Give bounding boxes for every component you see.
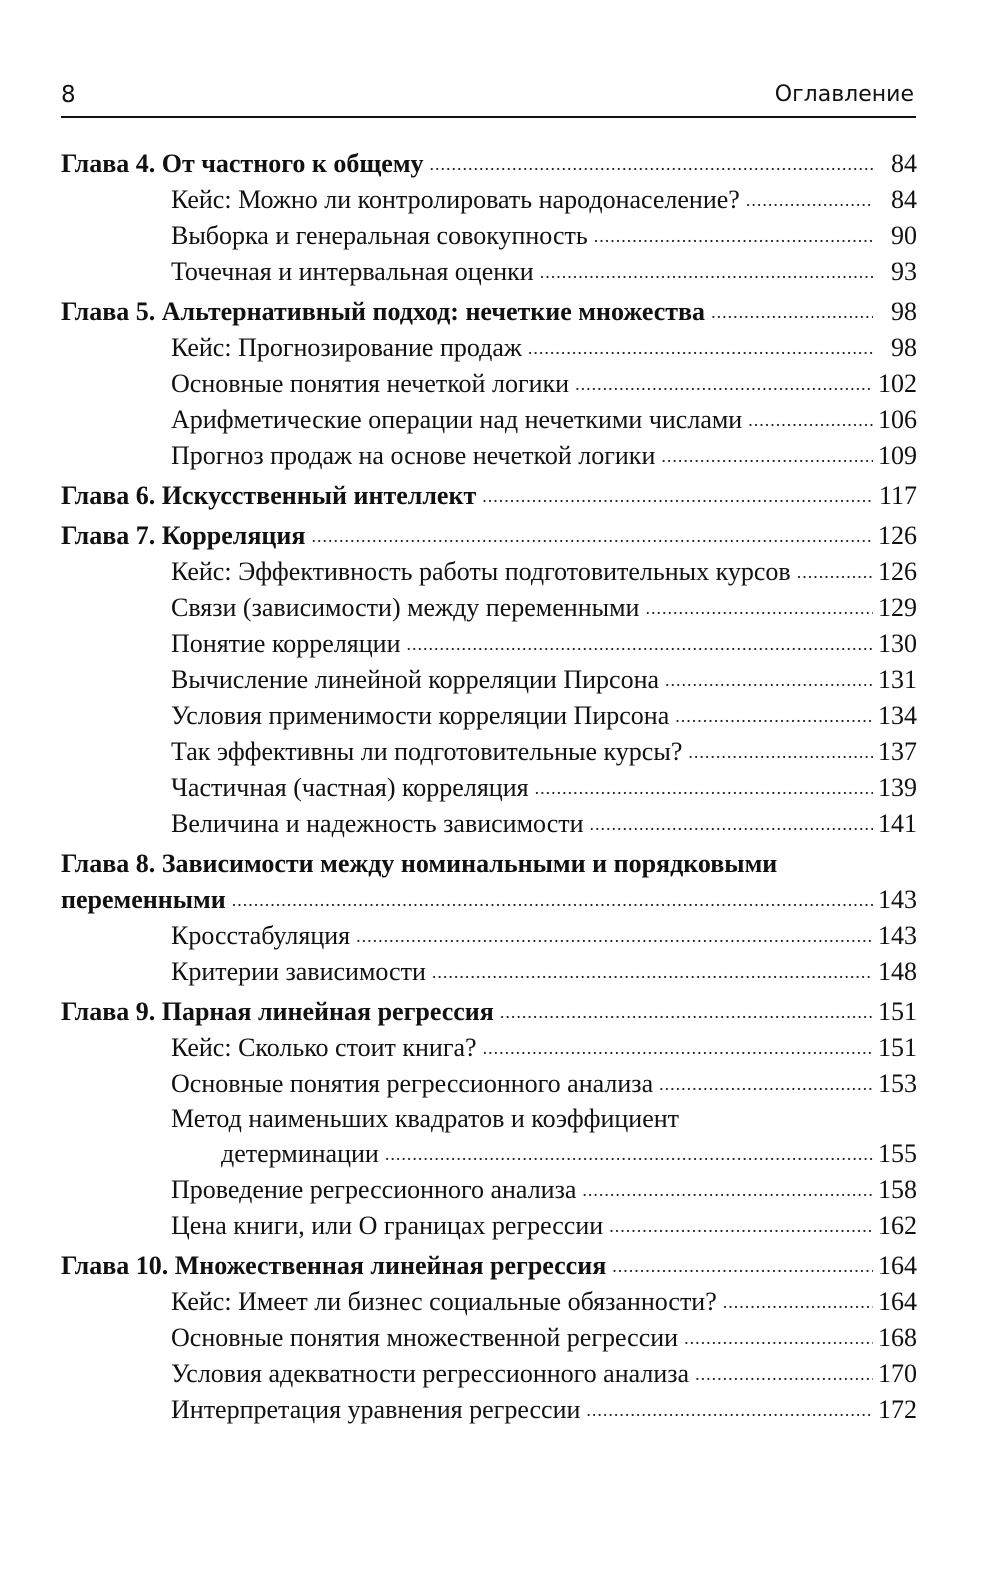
toc-section[interactable] — [61, 254, 917, 290]
toc-page-number: 93 — [891, 257, 917, 286]
toc-chapter-7[interactable] — [61, 518, 917, 554]
toc-section[interactable] — [61, 918, 917, 954]
toc-section-title: Кейс: Сколько стоит книга? — [171, 1033, 477, 1062]
toc-section[interactable] — [61, 954, 917, 990]
leader-dots — [483, 1028, 873, 1066]
toc-section-title: Основные понятия нечеткой логики — [171, 369, 570, 398]
toc-section[interactable] — [61, 1172, 917, 1208]
leader-dots — [590, 804, 873, 842]
leader-dots — [311, 516, 873, 554]
toc-section[interactable] — [61, 330, 917, 366]
toc-section[interactable] — [61, 218, 917, 254]
toc-chapter-title: Глава 7. Корреляция — [61, 521, 306, 550]
toc-section-title: Величина и надежность зависимости — [171, 809, 584, 838]
toc-page-number: 126 — [878, 521, 917, 550]
toc-section[interactable] — [61, 1284, 917, 1320]
leader-dots — [575, 364, 873, 402]
toc-chapter-title: Глава 5. Альтернативный подход: нечеткие множества — [61, 297, 706, 326]
leader-dots — [232, 880, 873, 918]
toc-section[interactable] — [61, 734, 917, 770]
leader-dots — [482, 476, 873, 514]
toc-chapter-5[interactable] — [61, 294, 917, 330]
toc-section-title: Связи (зависимости) между переменными — [171, 593, 640, 622]
toc-page-number: 130 — [878, 629, 917, 658]
toc-page-number: 164 — [878, 1287, 917, 1316]
toc-section[interactable] — [61, 1136, 917, 1172]
toc-page-number: 109 — [878, 441, 917, 470]
toc-section-title: Критерии зависимости — [171, 957, 426, 986]
toc-page-number: 117 — [878, 481, 917, 510]
toc-chapter-title-cont: переменными — [61, 885, 226, 914]
toc-section[interactable] — [61, 662, 917, 698]
toc-section[interactable] — [61, 626, 917, 662]
toc-section[interactable] — [61, 1392, 917, 1428]
toc-section-title: Кейс: Можно ли контролировать народонаселение? — [171, 185, 740, 214]
toc-section-title: Цена книги, или О границах регрессии — [171, 1211, 604, 1240]
toc-section-title: Кросстабуляция — [171, 921, 351, 950]
toc-chapter-6[interactable] — [61, 478, 917, 514]
table-of-contents — [61, 146, 917, 1428]
toc-section-title: Так эффективны ли подготовительные курсы? — [171, 737, 683, 766]
leader-dots — [661, 436, 873, 474]
leader-dots — [594, 216, 873, 254]
running-title: Оглавление — [774, 82, 914, 107]
toc-section-title-line1[interactable] — [61, 1102, 917, 1136]
toc-page-number: 151 — [878, 997, 917, 1026]
toc-chapter-8-title-line1[interactable] — [61, 846, 917, 882]
toc-section-title: Основные понятия регрессионного анализа — [171, 1069, 654, 1098]
toc-section-title: Проведение регрессионного анализа — [171, 1175, 577, 1204]
leader-dots — [540, 252, 873, 290]
toc-section-title: Вычисление линейной корреляции Пирсона — [171, 665, 660, 694]
leader-dots — [528, 328, 873, 366]
toc-chapter-title: Глава 9. Парная линейная регрессия — [61, 997, 494, 1026]
toc-page-number: 162 — [878, 1211, 917, 1240]
toc-chapter-8[interactable] — [61, 882, 917, 918]
leader-dots — [688, 732, 873, 770]
toc-section-title: Условия адекватности регрессионного анализа — [171, 1359, 690, 1388]
toc-section-title: Кейс: Эффективность работы подготовительных курсов — [171, 557, 791, 586]
toc-page-number: 131 — [878, 665, 917, 694]
toc-section[interactable] — [61, 1066, 917, 1102]
toc-section[interactable] — [61, 1208, 917, 1244]
toc-page-number: 172 — [878, 1395, 917, 1424]
page-header — [61, 76, 916, 118]
toc-section-title-cont: детерминации — [221, 1139, 379, 1168]
toc-section-title: Выборка и генеральная совокупность — [171, 221, 588, 250]
toc-page-number: 158 — [878, 1175, 917, 1204]
leader-dots — [675, 696, 873, 734]
toc-page-number: 151 — [878, 1033, 917, 1062]
toc-page-number: 126 — [878, 557, 917, 586]
leader-dots — [385, 1134, 873, 1172]
toc-page-number: 106 — [878, 405, 917, 434]
toc-page-number: 84 — [891, 185, 917, 214]
leader-dots — [500, 992, 873, 1030]
toc-section-title: Кейс: Имеет ли бизнес социальные обязанности? — [171, 1287, 717, 1316]
leader-dots — [695, 1354, 873, 1392]
toc-section[interactable] — [61, 1320, 917, 1356]
toc-section[interactable] — [61, 402, 917, 438]
toc-page-number: 143 — [878, 921, 917, 950]
toc-section-title: Интерпретация уравнения регрессии — [171, 1395, 581, 1424]
toc-section-title: Условия применимости корреляции Пирсона — [171, 701, 670, 730]
toc-page-number: 164 — [878, 1251, 917, 1280]
toc-section-title: Арифметические операции над нечеткими числами — [171, 405, 743, 434]
toc-page-number: 134 — [878, 701, 917, 730]
toc-page-number: 90 — [891, 221, 917, 250]
toc-chapter-4[interactable] — [61, 146, 917, 182]
leader-dots — [586, 1390, 873, 1428]
toc-section-title: Кейс: Прогнозирование продаж — [171, 333, 522, 362]
toc-section[interactable] — [61, 1356, 917, 1392]
page-number: 8 — [61, 82, 76, 108]
toc-chapter-title: Глава 10. Множественная линейная регрессия — [61, 1251, 607, 1280]
toc-page-number: 155 — [878, 1139, 917, 1168]
leader-dots — [797, 552, 873, 590]
toc-section[interactable] — [61, 698, 917, 734]
leader-dots — [356, 916, 873, 954]
leader-dots — [432, 952, 873, 990]
leader-dots — [609, 1206, 873, 1244]
toc-section[interactable] — [61, 806, 917, 842]
leader-dots — [612, 1246, 873, 1284]
leader-dots — [723, 1282, 873, 1320]
toc-chapter-title: Глава 8. Зависимости между номинальными и порядковыми — [61, 849, 778, 878]
toc-section-title: Точечная и интервальная оценки — [171, 257, 534, 286]
leader-dots — [659, 1064, 873, 1102]
toc-section-title: Основные понятия множественной регрессии — [171, 1323, 679, 1352]
toc-chapter-title: Глава 6. Искусственный интеллект — [61, 481, 477, 510]
toc-chapter-9[interactable] — [61, 994, 917, 1030]
toc-page-number: 148 — [878, 957, 917, 986]
toc-page-number: 98 — [891, 333, 917, 362]
toc-section-title: Понятие корреляции — [171, 629, 401, 658]
toc-page-number: 170 — [878, 1359, 917, 1388]
leader-dots — [535, 768, 873, 806]
toc-page-number: 137 — [878, 737, 917, 766]
toc-section-title: Прогноз продаж на основе нечеткой логики — [171, 441, 656, 470]
toc-page-number: 141 — [878, 809, 917, 838]
toc-section[interactable] — [61, 590, 917, 626]
toc-page-number: 168 — [878, 1323, 917, 1352]
toc-page-number: 102 — [878, 369, 917, 398]
toc-chapter-title: Глава 4. От частного к общему — [61, 149, 424, 178]
toc-page-number: 84 — [891, 149, 917, 178]
leader-dots — [684, 1318, 873, 1356]
toc-section[interactable] — [61, 554, 917, 590]
leader-dots — [582, 1170, 873, 1208]
toc-page-number: 153 — [878, 1069, 917, 1098]
toc-section[interactable] — [61, 182, 917, 218]
leader-dots — [665, 660, 873, 698]
toc-section[interactable] — [61, 366, 917, 402]
leader-dots — [407, 624, 874, 662]
toc-chapter-10[interactable] — [61, 1248, 917, 1284]
leader-dots — [430, 144, 873, 182]
leader-dots — [746, 180, 873, 218]
toc-page-number: 143 — [878, 885, 917, 914]
toc-page-number: 129 — [878, 593, 917, 622]
toc-section[interactable] — [61, 438, 917, 474]
toc-page-number: 139 — [878, 773, 917, 802]
toc-section[interactable] — [61, 1030, 917, 1066]
leader-dots — [748, 400, 873, 438]
toc-section-title: Метод наименьших квадратов и коэффициент — [171, 1104, 680, 1133]
leader-dots — [711, 292, 873, 330]
leader-dots — [645, 588, 873, 626]
toc-section-title: Частичная (частная) корреляция — [171, 773, 529, 802]
toc-page-number: 98 — [891, 297, 917, 326]
toc-section[interactable] — [61, 770, 917, 806]
